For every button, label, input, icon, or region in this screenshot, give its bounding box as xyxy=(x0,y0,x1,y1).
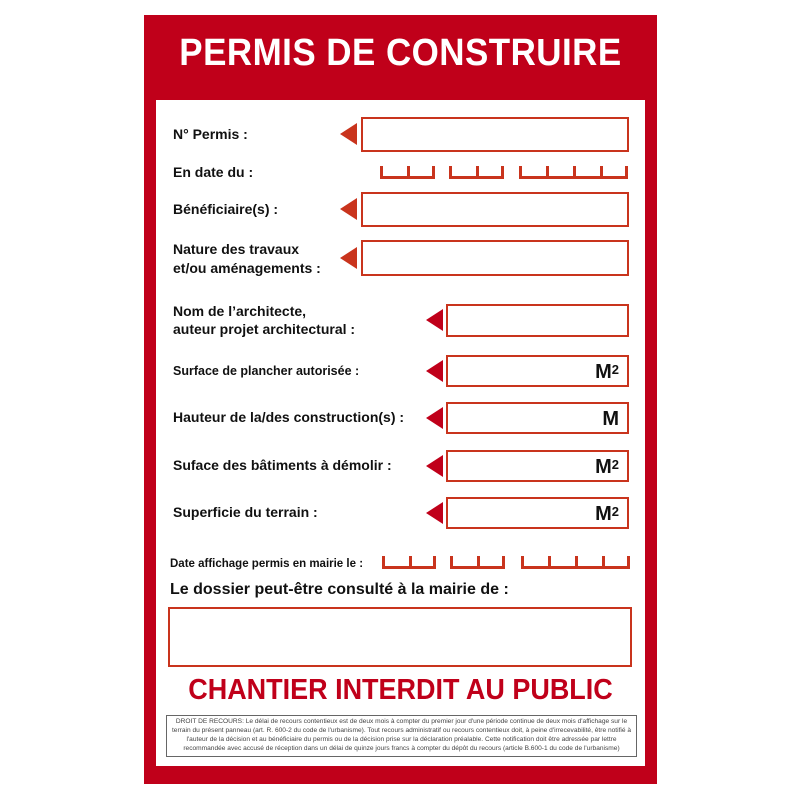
unit-label: $M^2$ xyxy=(595,503,619,525)
unit-label: $M^2$ xyxy=(595,456,619,478)
posting-month-field[interactable] xyxy=(450,556,505,569)
land-area-label: Superficie du terrain : xyxy=(173,504,318,520)
town-hall-field[interactable] xyxy=(168,607,632,667)
unit-label: $M^2$ xyxy=(595,361,619,383)
sign-title: PERMIS DE CONSTRUIRE xyxy=(179,32,622,74)
posting-year-field[interactable] xyxy=(521,556,630,569)
site-forbidden-warning: CHANTIER INTERDIT AU PUBLIC xyxy=(188,674,613,706)
demolition-area-label: Suface des bâtiments à démolir : xyxy=(173,457,392,473)
demolition-area-field[interactable] xyxy=(446,450,629,482)
architect-field[interactable] xyxy=(446,304,629,337)
arrow-left-icon xyxy=(340,247,357,269)
architect-label-line2: auteur projet architectural : xyxy=(173,321,356,337)
arrow-left-icon xyxy=(426,455,443,477)
arrow-left-icon xyxy=(340,123,357,145)
arrow-left-icon xyxy=(340,198,357,220)
beneficiary-label: Bénéficiaire(s) : xyxy=(173,201,279,217)
height-field[interactable] xyxy=(446,402,629,434)
unit-label: M xyxy=(602,408,619,430)
floor-area-field[interactable] xyxy=(446,355,629,387)
posting-date-label: Date affichage permis en mairie le : xyxy=(170,558,364,570)
date-month-field[interactable] xyxy=(449,166,504,179)
permit-number-label: N° Permis : xyxy=(173,126,248,142)
permit-number-field[interactable] xyxy=(361,117,629,152)
posting-day-field[interactable] xyxy=(382,556,436,569)
arrow-left-icon xyxy=(426,360,443,382)
beneficiary-field[interactable] xyxy=(361,192,629,227)
date-day-field[interactable] xyxy=(380,166,435,179)
architect-label-line1: Nom de l’architecte, xyxy=(173,303,307,319)
arrow-left-icon xyxy=(426,502,443,524)
works-nature-label-line1: Nature des travaux xyxy=(173,241,300,257)
arrow-left-icon xyxy=(426,407,443,429)
arrow-left-icon xyxy=(426,309,443,331)
legal-notice: DROIT DE RECOURS: Le délai de recours contentieux est de deux mois à compter du premier jour d'une période continue de deux mois d'affichage sur le terrain du présent panneau (art. R. 600-2 du code de l'urbanisme). Tout recours administratif ou recours contentieux doit, à peine d'irrecevabilité, être notifié à l'auteur de la décision et au bénéficiaire du permis ou de la décision prise sur la déclaration préalable. Cette notification doit être adressée par lettre recommandée avec accusé de réception dans un délai de quinze jours francs à compter du dépôt du recours (article B.600-1 du code de l'urbanisme) xyxy=(166,715,637,757)
dossier-label: Le dossier peut-être consulté à la mairie de : xyxy=(170,581,509,598)
date-label: En date du : xyxy=(173,164,254,180)
floor-area-label: Surface de plancher autorisée : xyxy=(173,364,360,378)
land-area-field[interactable] xyxy=(446,497,629,529)
works-nature-label-line2: et/ou aménagements : xyxy=(173,260,321,276)
date-year-field[interactable] xyxy=(519,166,628,179)
height-label: Hauteur de la/des construction(s) : xyxy=(173,409,405,425)
works-nature-field[interactable] xyxy=(361,240,629,276)
